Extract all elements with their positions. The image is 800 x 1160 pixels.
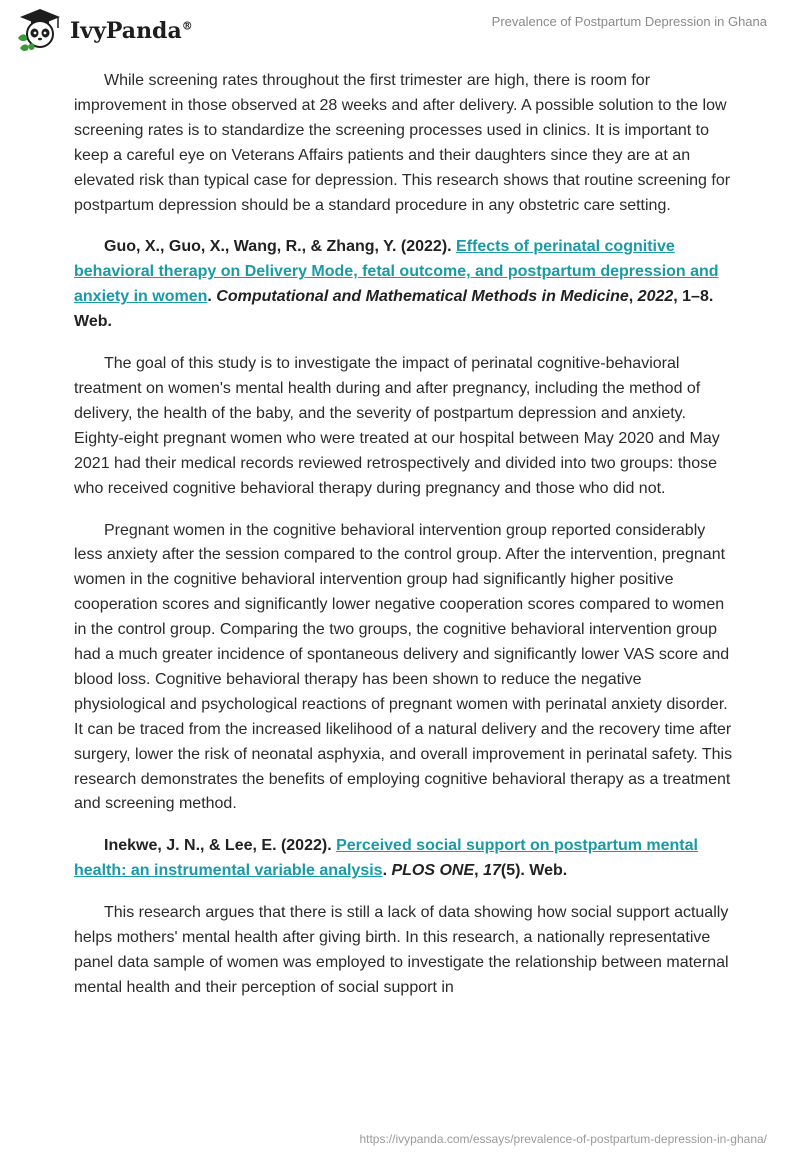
reference-inekwe-2022: Inekwe, J. N., & Lee, E. (2022). Perceived social support on postpartum mental health: an instrumental variable analysis. PLOS ONE, 17(5). Web. <box>74 837 698 880</box>
page-header <box>0 0 800 60</box>
document-title: Prevalence of Postpartum Depression in Ghana <box>491 14 767 29</box>
essay-body <box>74 69 734 1018</box>
journal-volume: 2022 <box>637 288 674 306</box>
reference-link-inekwe[interactable]: Perceived social support on postpartum mental health: an instrumental variable analysis <box>74 837 698 880</box>
paragraph-social-support: This research argues that there is still a lack of data showing how social support actually helps mothers' mental health after giving birth. In this research, a nationally representative panel data sample of women was employed to investigate the relationship between maternal mental health and their perception of social support in <box>74 904 729 996</box>
reference-authors: Guo, X., Guo, X., Wang, R., & Zhang, Y. (2022). <box>104 238 452 256</box>
journal-name: Computational and Mathematical Methods in Medicine <box>216 288 629 306</box>
reference-link-guo[interactable]: Effects of perinatal cognitive behavioral therapy on Delivery Mode, fetal outcome, and postpartum depression and anxiety in women <box>74 238 719 306</box>
paragraph-screening: While screening rates throughout the first trimester are high, there is room for improvement in those observed at 28 weeks and after delivery. A possible solution to the low screening rates is to standardize the screening processes used in clinics. It is important to keep a careful eye on Veterans Affairs patients and their daughters since they are at an elevated risk than typical case for depression. This research shows that routine screening for postpartum depression should be a standard procedure in any obstetric care setting. <box>74 72 731 214</box>
paragraph-cbt-results: Pregnant women in the cognitive behavioral intervention group reported considerably less anxiety after the session compared to the control group. After the intervention, pregnant women in the cognitive behavioral intervention group had significantly higher positive cooperation scores and significantly lower negative cooperation scores compared to women in the control group. Comparing the two groups, the cognitive behavioral intervention group had a much greater incidence of spontaneous delivery and significantly lower VAS score and blood loss. Cognitive behavioral therapy has been shown to reduce the negative physiological and psychological reactions of pregnant women with perinatal anxiety disorder. It can be traced from the increased likelihood of a natural delivery and the recovery time after surgery, lower the risk of neonatal asphyxia, and overall improvement in perinatal safety. This research demonstrates the benefits of employing cognitive behavioral therapy as a treatment and screening method. <box>74 521 733 813</box>
reference-authors: Inekwe, J. N., & Lee, E. (2022). <box>104 837 332 855</box>
journal-name: PLOS ONE <box>391 862 475 880</box>
panda-graduate-icon <box>14 8 66 52</box>
reference-guo-2022: Guo, X., Guo, X., Wang, R., & Zhang, Y. (2022). Effects of perinatal cognitive behavioral therapy on Delivery Mode, fetal outcome, and postpartum depression and anxiety in women. Computational and Mathematical Methods in Medicine, 2022, 1–8. Web. <box>74 238 719 331</box>
brand-name: IvyPanda® <box>70 18 193 44</box>
ivypanda-logo[interactable] <box>14 8 193 52</box>
paragraph-study-goal: The goal of this study is to investigate the impact of perinatal cognitive-behavioral treatment on women's mental health during and after pregnancy, including the method of delivery, the health of the baby, and the severity of postpartum depression and anxiety. Eighty-eight pregnant women who were treated at our hospital between May 2020 and May 2021 had their medical records reviewed retrospectively and divided into two groups: those who received cognitive behavioral therapy during pregnancy and those who did not. <box>74 355 720 497</box>
journal-volume: 17 <box>483 862 501 880</box>
source-url[interactable]: https://ivypanda.com/essays/prevalence-of-postpartum-depression-in-ghana/ <box>359 1132 767 1146</box>
